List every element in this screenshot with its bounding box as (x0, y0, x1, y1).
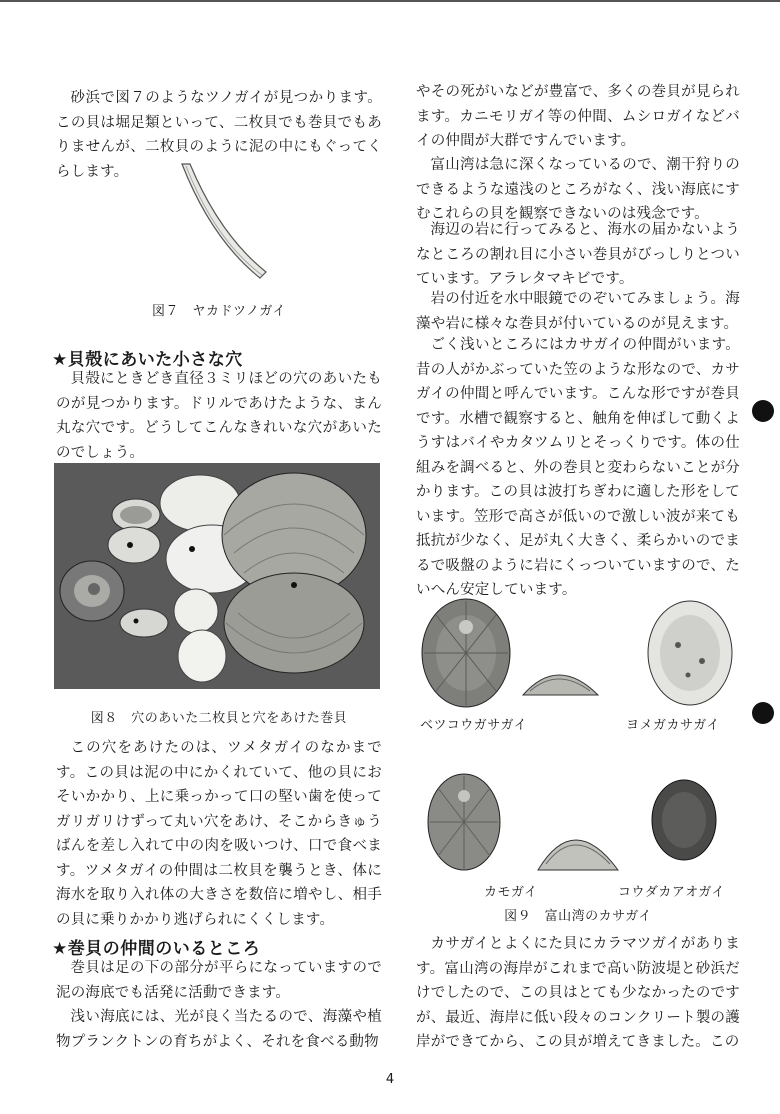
section2-paragraph-1: 巻貝は足の下の部分が平らになっていますので泥の海底でも活発に活動できます。 (56, 960, 382, 1001)
right-paragraph-2: 富山湾は急に深くなっているので、潮干狩りのできるような遠浅のところがなく、浅い海底にすむこれらの貝を観察できないのは残念です。 (416, 157, 740, 222)
fig7-caption: 図７ ヤカドツノガイ (152, 304, 286, 319)
label-koudakaaogai: コウダカアオガイ (618, 885, 725, 900)
fig9-limpets-bottom-photo (418, 766, 738, 876)
binding-hole-lower (752, 702, 774, 724)
fig9-limpets-top-photo (418, 595, 738, 710)
section2-heading: ★巻貝の仲間のいるところ (52, 939, 261, 959)
section1-heading: ★貝殻にあいた小さな穴 (52, 350, 243, 370)
label-betsukougasagai: ベツコウガサガイ (420, 718, 528, 733)
section2-paragraph-2: 浅い海底には、光が良く当たるので、海藻や植物プランクトンの育ちがよく、それを食べる動物 (56, 1009, 382, 1050)
binding-hole-upper (752, 400, 774, 422)
tusk-shell-illustration (170, 160, 280, 285)
fig8-shell-photo (54, 463, 380, 689)
right-paragraph-4: 岩の付近を水中眼鏡でのぞいてみましょう。海藻や岩に様々な巻貝が付いているのが見えます。 (416, 291, 740, 332)
right-paragraph-1: やその死がいなどが豊富で、多くの巻貝が見られます。カニモリガイ等の仲間、ムシロガイなどバイの仲間が大群ですんでいます。 (416, 84, 740, 149)
section1-paragraph-1: 貝殻にときどき直径３ミリほどの穴のあいたものが見つかります。ドリルであけたような、まん丸な穴です。どうしてこんなきれいな穴があいたのでしょう。 (56, 371, 382, 461)
right-paragraph-3: 海辺の岩に行ってみると、海水の届かないようなところの割れ目に小さい巻貝がびっしりとついています。アラレタマキビです。 (416, 222, 740, 287)
label-kamogai: カモガイ (484, 885, 538, 900)
page-number: 4 (385, 1072, 395, 1087)
fig9-caption: 図９ 富山湾のカサガイ (504, 909, 652, 924)
intro-paragraph: 砂浜で図７のようなツノガイが見つかります。この貝は堀足類といって、二枚貝でも巻貝でもありませんが、二枚貝のように泥の中にもぐってくらします。 (56, 90, 382, 180)
right-paragraph-5: ごく浅いところにはカサガイの仲間がいます。昔の人がかぶっていた笠のような形なので、カサガイの仲間と呼んでいます。こんな形ですが巻貝です。水槽で観察すると、触角を伸ばして動くようすはバイやカタツムリとそっくりです。体の仕組みを調べると、外の巻貝と変わらないことが分かります。この貝は波打ちぎわに適した形をしています。笠形で高さが低いので激しい波が来ても抵抗が少なく、足が丸く大きく、柔らかいのでまるで吸盤のように岩にくっついていますので、たいへん安定しています。 (416, 337, 740, 598)
top-rule (0, 0, 780, 2)
right-paragraph-6: カサガイとよくにた貝にカラマツガイがあります。富山湾の海岸がこれまで高い防波堤と砂浜だけでしたので、この貝はとても少なかったのですが、最近、海岸に低い段々のコンクリート製の護岸ができてから、この貝が増えてきました。この (416, 936, 740, 1050)
section1-paragraph-2: この穴をあけたのは、ツメタガイのなかまです。この貝は泥の中にかくれていて、他の貝におそいかかり、上に乗っかって口の堅い歯を使ってガリガリけずって丸い穴をあけ、そこからきゅうばんを差し入れて中の肉を吸いつけ、口で食べます。ツメタガイの仲間は二枚貝を襲うとき、体に海水を取り入れ体の大きさを数倍に増やし、相手の貝に乗りかかり逃げられにくくします。 (56, 740, 382, 928)
label-yomegakasagai: ヨメガカサガイ (626, 718, 720, 733)
fig8-caption: 図８ 穴のあいた二枚貝と穴をあけた巻貝 (90, 711, 348, 726)
